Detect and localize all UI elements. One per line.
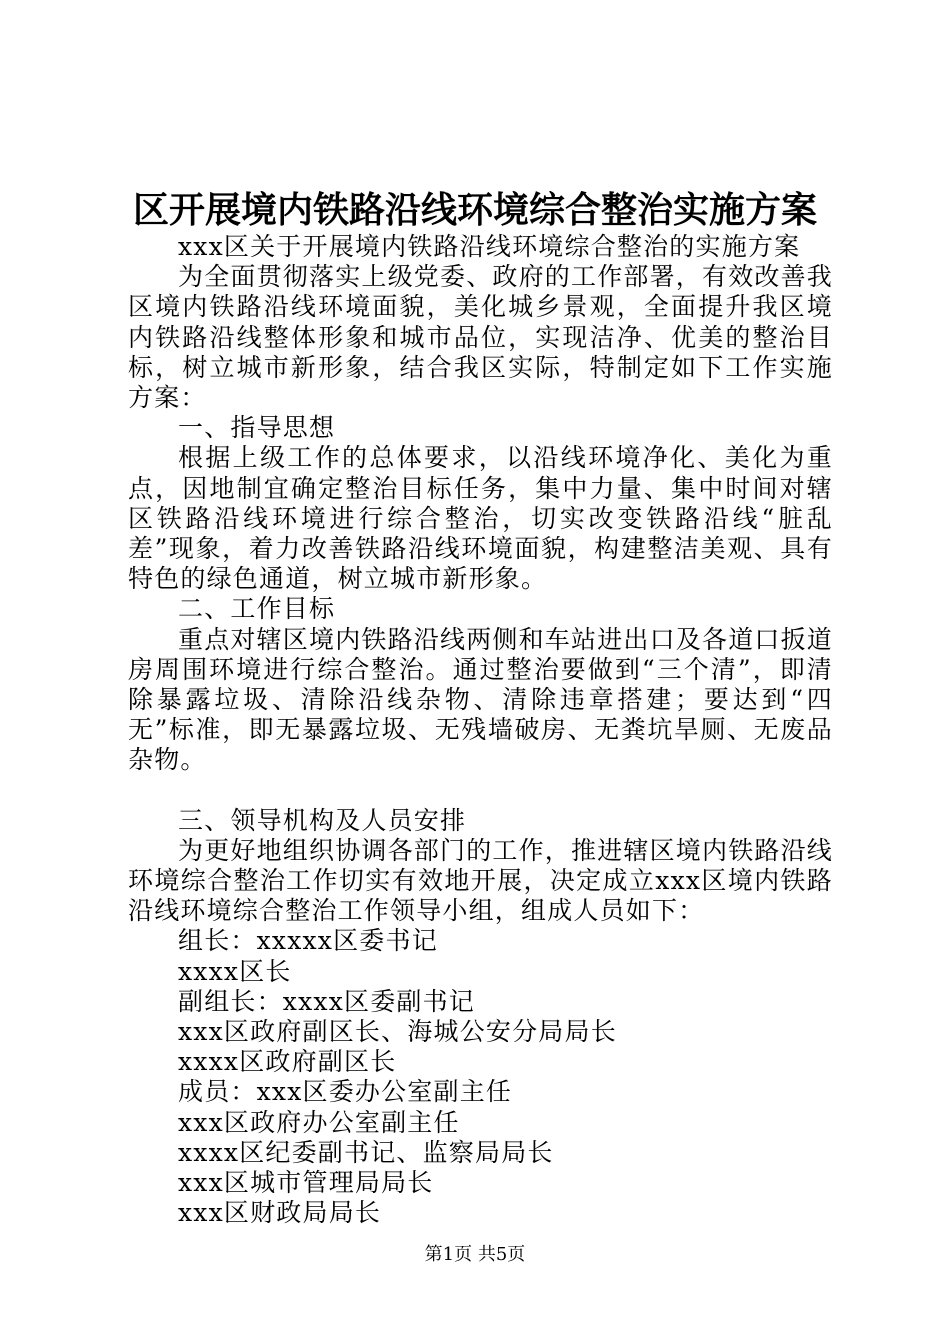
member-line: xxxx区长 (178, 956, 292, 986)
section-heading-work-goals: 二、工作目标 (178, 594, 336, 624)
member-line: 成员：xxx区委办公室副主任 (178, 1077, 513, 1107)
intro-paragraph: 为全面贯彻落实上级党委、政府的工作部署，有效改善我区境内铁路沿线环境面貌，美化城乡景观，全面提升我区境内铁路沿线整体形象和城市品位，实现洁净、优美的整治目标，树立城市新形象，结合我区实际，特制定如下工作实施方案： (128, 262, 834, 413)
section-heading-leadership: 三、领导机构及人员安排 (178, 805, 467, 835)
member-line: xxxx区纪委副书记、监察局局长 (178, 1137, 554, 1167)
member-line: 副组长：xxxx区委副书记 (178, 986, 475, 1016)
member-line: xxx区政府办公室副主任 (178, 1107, 460, 1137)
document-title: 区开展境内铁路沿线环境综合整治实施方案 (132, 189, 817, 231)
section-heading-guiding-thought: 一、指导思想 (178, 413, 336, 443)
document-subtitle: xxx区关于开展境内铁路沿线环境综合整治的实施方案 (178, 232, 801, 261)
member-line: xxxx区政府副区长 (178, 1047, 397, 1077)
page-footer: 第1页 共5页 (424, 1244, 526, 1265)
work-goals-paragraph: 重点对辖区境内铁路沿线两侧和车站进出口及各道口扳道房周围环境进行综合整治。通过整治要做到“三个清”，即清除暴露垃圾、清除沿线杂物、清除违章搭建；要达到“四无”标准，即无暴露垃圾、无残墙破房、无粪坑旱厕、无废品杂物。 (128, 624, 834, 775)
member-line: xxx区财政局局长 (178, 1198, 382, 1228)
member-line: xxx区城市管理局局长 (178, 1168, 434, 1198)
guiding-thought-paragraph: 根据上级工作的总体要求，以沿线环境净化、美化为重点，因地制宜确定整治目标任务，集中力量、集中时间对辖区铁路沿线环境进行综合整治，切实改变铁路沿线“脏乱差”现象，着力改善铁路沿线环境面貌，构建整洁美观、具有特色的绿色通道，树立城市新形象。 (128, 443, 833, 594)
member-line: xxx区政府副区长、海城公安分局局长 (178, 1017, 617, 1047)
document-body (128, 232, 833, 1229)
leadership-paragraph: 为更好地组织协调各部门的工作，推进辖区境内铁路沿线环境综合整治工作切实有效地开展，决定成立xxx区境内铁路沿线环境综合整治工作领导小组，组成人员如下： (128, 835, 834, 926)
member-line: 组长：xxxxx区委书记 (178, 926, 438, 956)
